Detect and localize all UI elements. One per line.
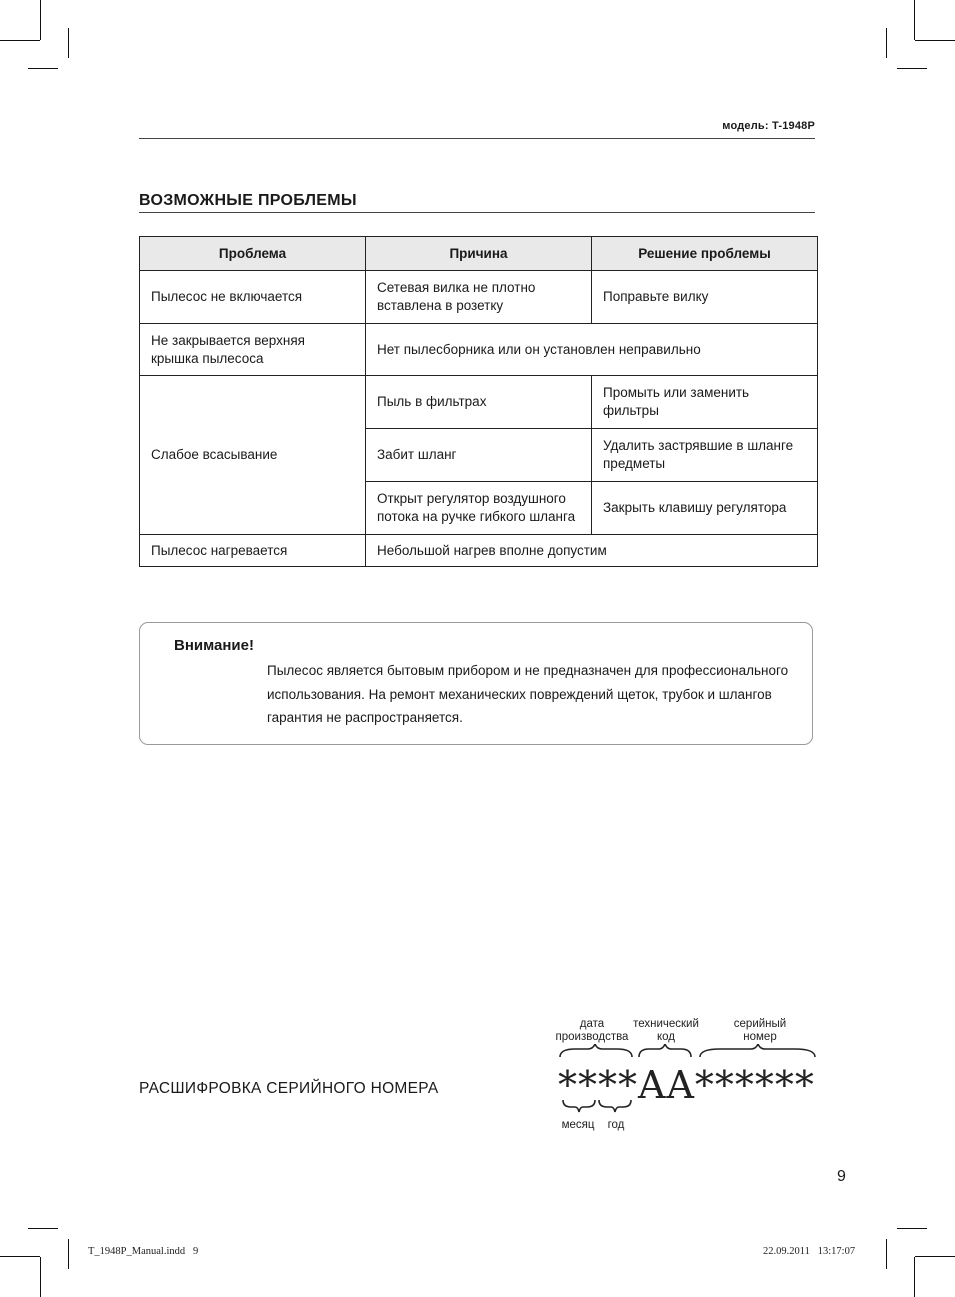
label-serial-number: серийный номер <box>733 1018 787 1043</box>
section-title: ВОЗМОЖНЫЕ ПРОБЛЕМЫ <box>139 192 357 209</box>
cell-cause: Открыт регулятор воздушного потока на ручке гибкого шланга <box>366 482 592 535</box>
model-label: модель: T-1948P <box>722 120 815 132</box>
cell-cause: Сетевая вилка не плотно вставлена в розетку <box>366 271 592 324</box>
troubleshooting-table <box>139 236 818 567</box>
serial-code: ****AA****** <box>558 1063 815 1107</box>
cell-cause: Забит шланг <box>366 429 592 482</box>
label-month: месяц <box>561 1119 595 1131</box>
table-row <box>140 324 818 376</box>
label-year: год <box>607 1119 625 1131</box>
header-problem: Проблема <box>140 237 366 271</box>
footer-datetime: 22.09.2011 13:17:07 <box>763 1246 856 1257</box>
cell-problem: Пылесос не включается <box>140 271 366 324</box>
warning-title: Внимание! <box>174 637 254 654</box>
cell-solution: Закрыть клавишу регулятора <box>592 482 818 535</box>
label-technical-code: технический код <box>633 1018 699 1043</box>
warning-text: Пылесос является бытовым прибором и не предназначен для профессионального использования. На ремонт механических повреждений щеток, трубок и шлангов гарантия не распространяется. <box>267 663 789 725</box>
brace-serial <box>700 1044 815 1057</box>
brace-date <box>560 1044 632 1057</box>
page-number: 9 <box>837 1168 846 1185</box>
brace-tech-code <box>639 1044 691 1057</box>
brace-month <box>563 1100 595 1112</box>
cell-problem: Пылесос нагревается <box>140 535 366 567</box>
table-row <box>140 376 818 429</box>
table-row <box>140 271 818 324</box>
cell-solution: Промыть или заменить фильтры <box>592 376 818 429</box>
cell-solution: Поправьте вилку <box>592 271 818 324</box>
cell-problem: Слабое всасывание <box>140 376 366 535</box>
serial-section-title: РАСШИФРОВКА СЕРИЙНОГО НОМЕРА <box>139 1080 439 1097</box>
braces-top <box>555 1044 820 1060</box>
cell-solution: Удалить застрявшие в шланге предметы <box>592 429 818 482</box>
warning-box <box>139 622 813 745</box>
table-row <box>140 535 818 567</box>
label-production-date: дата производства <box>555 1018 629 1043</box>
header-cause: Причина <box>366 237 592 271</box>
section-divider <box>139 212 815 213</box>
cell-cause-solution: Нет пылесборника или он установлен неправильно <box>366 324 818 376</box>
header-solution: Решение проблемы <box>592 237 818 271</box>
table-header-row <box>140 237 818 271</box>
cell-cause-solution: Небольшой нагрев вполне допустим <box>366 535 818 567</box>
footer-filename: T_1948P_Manual.indd 9 <box>88 1246 199 1257</box>
cell-cause: Пыль в фильтрах <box>366 376 592 429</box>
cell-problem: Не закрывается верхняя крышка пылесоса <box>140 324 366 376</box>
braces-bottom <box>558 1100 638 1114</box>
brace-year <box>599 1100 631 1112</box>
header-divider <box>139 138 815 139</box>
